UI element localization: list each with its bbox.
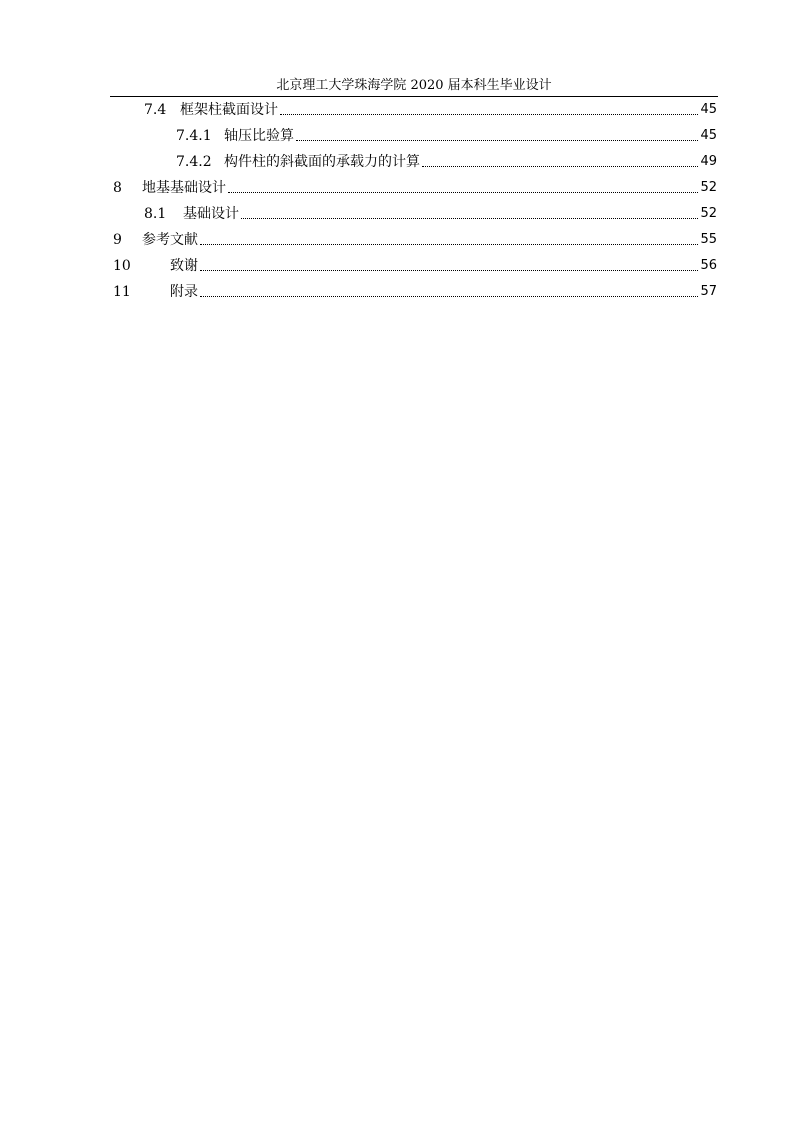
toc-entry-number: 8 [113, 180, 122, 196]
toc-entry-page: 56 [700, 258, 717, 273]
toc-entry[interactable] [113, 151, 717, 173]
toc-entry-title: 致谢 [170, 258, 198, 274]
toc-entry-page: 45 [700, 128, 717, 143]
toc-entry-title: 框架柱截面设计 [180, 102, 278, 118]
toc-entry-number: 9 [113, 232, 122, 248]
toc-dot-leader [241, 218, 698, 219]
toc-dot-leader [200, 296, 698, 297]
toc-entry-title: 基础设计 [183, 206, 239, 222]
toc-entry-page: 45 [700, 102, 717, 117]
toc-entry-page: 52 [700, 206, 717, 221]
toc-entry[interactable] [113, 177, 717, 199]
toc-entry-page: 52 [700, 180, 717, 195]
toc-entry-title: 构件柱的斜截面的承载力的计算 [224, 154, 420, 170]
toc-entry-page: 55 [700, 232, 717, 247]
toc-entry-page: 57 [700, 284, 717, 299]
toc-entry-number: 8.1 [144, 206, 167, 222]
page-header: 北京理工大学珠海学院 2020 届本科生毕业设计 [110, 76, 718, 97]
toc-dot-leader [280, 114, 698, 115]
toc-entry[interactable] [113, 99, 717, 121]
toc-entry-title: 轴压比验算 [224, 128, 294, 144]
toc-entry-title: 参考文献 [142, 232, 198, 248]
toc-entry[interactable] [113, 125, 717, 147]
toc-entry-number: 10 [113, 258, 131, 274]
toc-entry[interactable] [113, 255, 717, 277]
toc-dot-leader [200, 270, 698, 271]
toc-entry[interactable] [113, 281, 717, 303]
toc-entry-number: 7.4.2 [176, 154, 212, 170]
toc-entry[interactable] [113, 229, 717, 251]
toc-dot-leader [422, 166, 698, 167]
toc-entry-number: 7.4 [144, 102, 167, 118]
toc-entry-number: 7.4.1 [176, 128, 212, 144]
toc-entry-title: 地基基础设计 [142, 180, 226, 196]
toc-entry[interactable] [113, 203, 717, 225]
toc-entry-page: 49 [700, 154, 717, 169]
toc-entry-number: 11 [113, 284, 131, 300]
toc-entry-title: 附录 [170, 284, 198, 300]
toc-dot-leader [296, 140, 698, 141]
toc-dot-leader [200, 244, 698, 245]
toc-dot-leader [228, 192, 698, 193]
